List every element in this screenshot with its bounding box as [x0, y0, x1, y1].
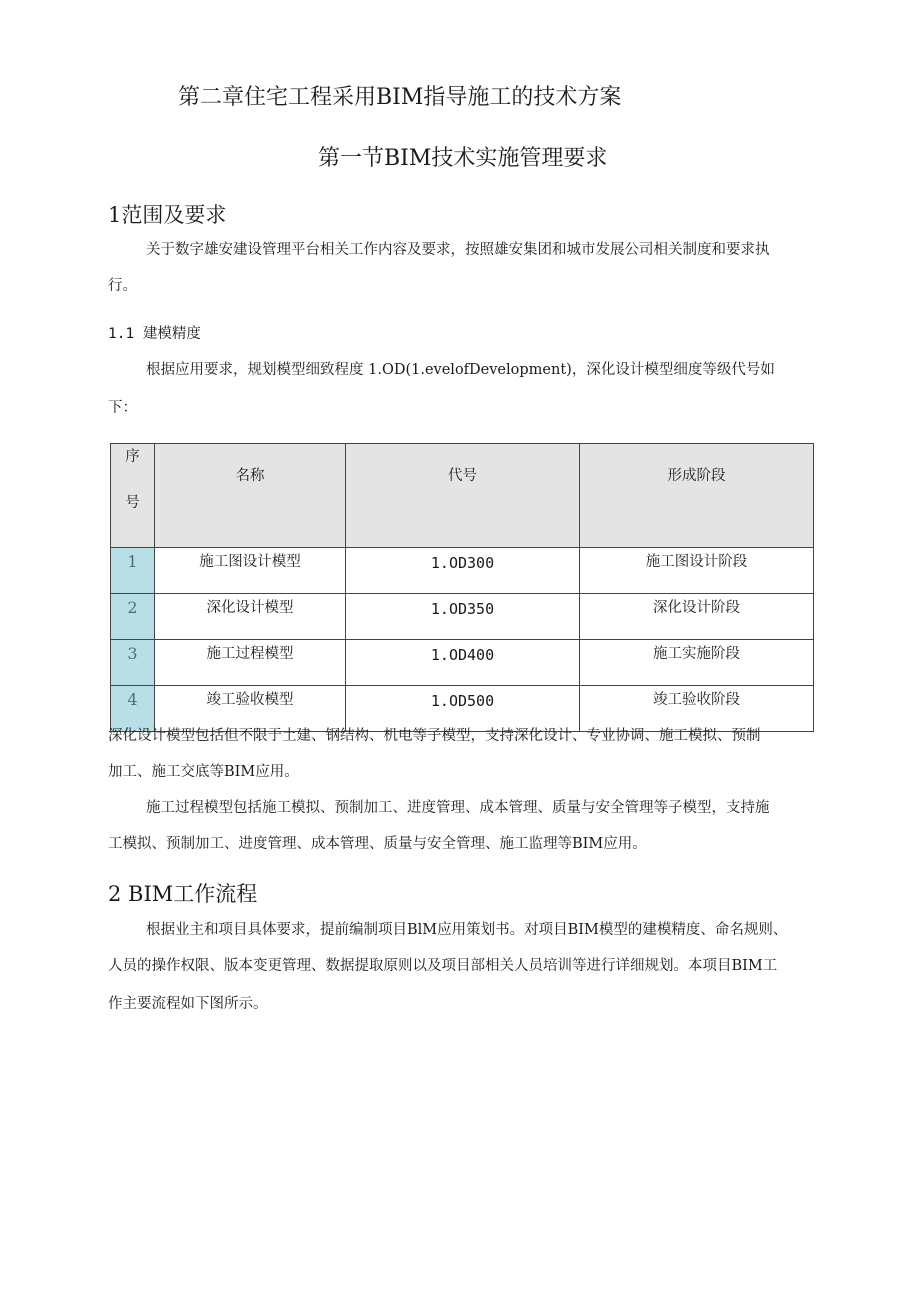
detail-model-paragraph-line2: 加工、施工交底等BIM应用。: [108, 764, 299, 780]
workflow-heading: 2 BIM工作流程: [108, 882, 258, 906]
scope-heading: 1范围及要求: [108, 203, 227, 227]
scope-paragraph-line1: 关于数字雄安建设管理平台相关工作内容及要求，按照雄安集团和城市发展公司相关制度和要求执: [146, 242, 770, 258]
detail-model-paragraph-line1: 深化设计模型包括但不限于土建、钢结构、机电等子模型，支持深化设计、专业协调、施工模拟、预制: [108, 728, 761, 744]
chapter-title: 第二章住宅工程采用BIM指导施工的技术方案: [178, 85, 622, 110]
header-code: 代号: [346, 444, 580, 548]
row-phase: 竣工验收阶段: [580, 686, 814, 732]
row-phase: 深化设计阶段: [580, 594, 814, 640]
row-code: 1.OD300: [346, 548, 580, 594]
row-name: 施工过程模型: [155, 640, 346, 686]
row-phase: 施工实施阶段: [580, 640, 814, 686]
workflow-paragraph-line2: 人员的操作权限、版本变更管理、数据提取原则以及项目部相关人员培训等进行详细规划。本项目BIM工: [108, 958, 778, 974]
header-index: 序 号: [111, 444, 155, 548]
scope-paragraph-line2: 行。: [108, 278, 137, 294]
header-name: 名称: [155, 444, 346, 548]
row-name: 深化设计模型: [155, 594, 346, 640]
row-code: 1.OD500: [346, 686, 580, 732]
table-row: [111, 686, 814, 732]
modeling-paragraph-line2: 下：: [108, 400, 137, 416]
row-code: 1.OD350: [346, 594, 580, 640]
modeling-precision-heading: 1.1 建模精度: [108, 326, 201, 342]
row-name: 施工图设计模型: [155, 548, 346, 594]
table-row: [111, 548, 814, 594]
header-phase: 形成阶段: [580, 444, 814, 548]
modeling-paragraph-line1: 根据应用要求，规划模型细致程度 1.OD(1.evelofDevelopment)，深化设计模型细度等级代号如: [146, 362, 775, 378]
table-header-row: [111, 444, 814, 548]
construction-model-paragraph-line2: 工模拟、预制加工、进度管理、成本管理、质量与安全管理、施工监理等BIM应用。: [108, 836, 647, 852]
lod-table: [110, 443, 814, 732]
table-row: [111, 594, 814, 640]
row-phase: 施工图设计阶段: [580, 548, 814, 594]
workflow-paragraph-line3: 作主要流程如下图所示。: [108, 996, 268, 1012]
construction-model-paragraph-line1: 施工过程模型包括施工模拟、预制加工、进度管理、成本管理、质量与安全管理等子模型，支持施: [146, 800, 770, 816]
row-code: 1.OD400: [346, 640, 580, 686]
row-index: 4: [111, 686, 155, 732]
row-index: 3: [111, 640, 155, 686]
row-index: 1: [111, 548, 155, 594]
section-title: 第一节BIM技术实施管理要求: [318, 146, 608, 171]
row-name: 竣工验收模型: [155, 686, 346, 732]
workflow-paragraph-line1: 根据业主和项目具体要求，提前编制项目BlM应用策划书。对项目BIM模型的建模精度、命名规则、: [146, 922, 788, 938]
row-index: 2: [111, 594, 155, 640]
table-row: [111, 640, 814, 686]
